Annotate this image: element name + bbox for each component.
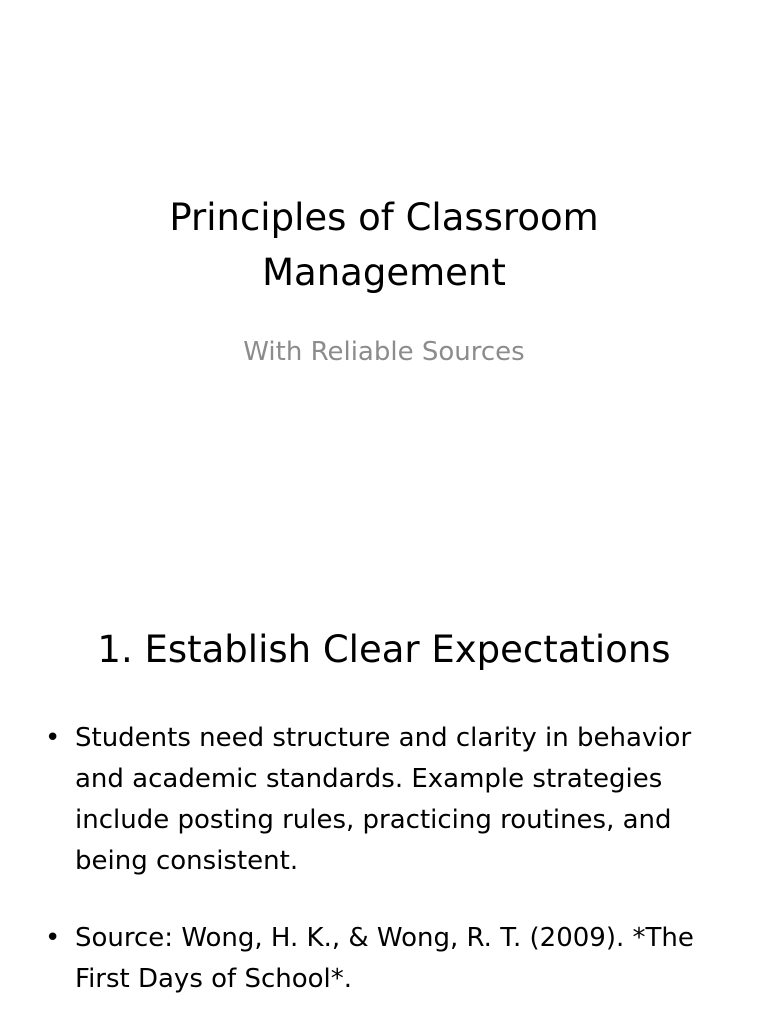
bullet-item	[40, 918, 700, 1000]
bullet-dot-icon: •	[45, 923, 61, 953]
slide-title: Principles of Classroom Management	[169, 196, 599, 294]
slide-subtitle: With Reliable Sources	[243, 337, 525, 367]
bullet-dot-icon: •	[45, 723, 61, 753]
bullet-text: Students need structure and clarity in behavior and academic standards. Example strategies include posting rules, practicing routines, and being consistent.	[75, 723, 692, 876]
slide-heading: 1. Establish Clear Expectations	[97, 628, 671, 671]
bullet-list	[40, 718, 700, 1024]
bullet-text: Source: Wong, H. K., & Wong, R. T. (2009). *The First Days of School*.	[75, 923, 694, 994]
bullet-item	[40, 718, 700, 882]
content-slide	[0, 576, 768, 1024]
